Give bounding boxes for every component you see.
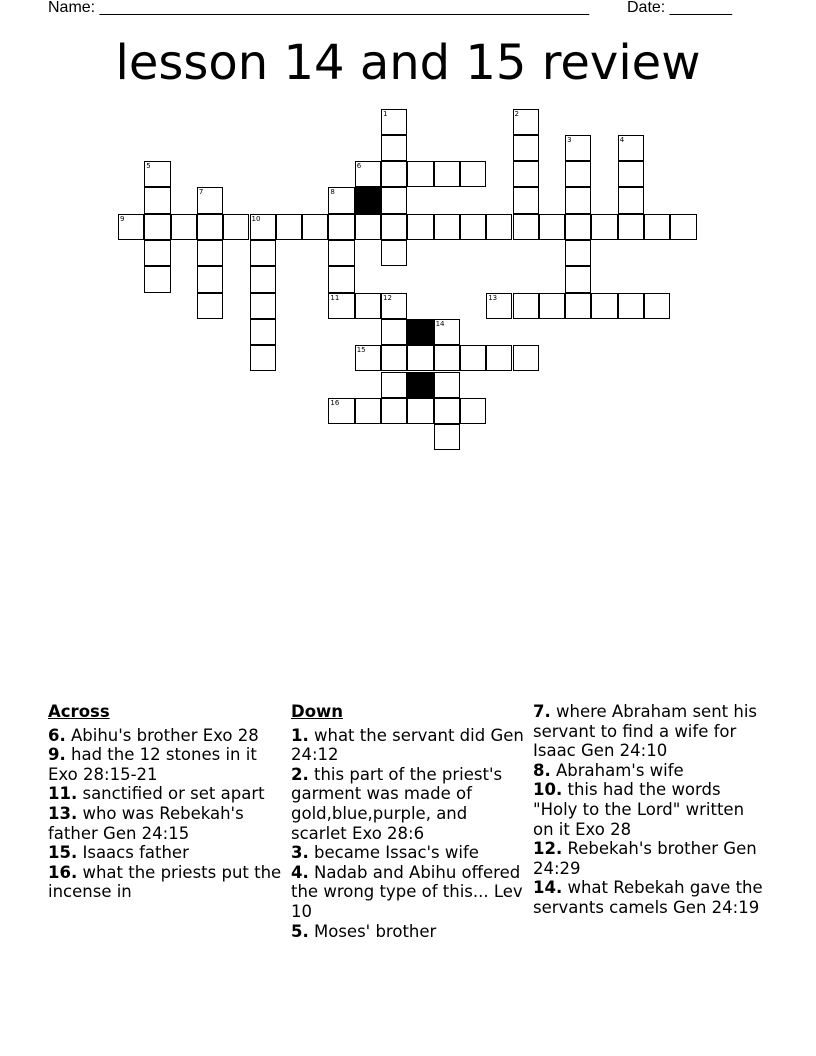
clue-item <box>533 780 769 839</box>
grid-cell[interactable] <box>486 214 512 240</box>
clue-text: Isaacs father <box>77 843 189 863</box>
grid-cell[interactable] <box>197 293 223 319</box>
grid-cell[interactable] <box>434 345 460 371</box>
clue-item <box>48 804 284 843</box>
clue-item <box>291 843 527 863</box>
clue-number-label: 2. <box>291 764 309 784</box>
black-cell <box>407 372 433 398</box>
grid-cell[interactable] <box>539 214 565 240</box>
black-cell <box>407 319 433 345</box>
clue-item <box>291 726 527 765</box>
clue-number-label: 16. <box>48 862 78 882</box>
grid-cell[interactable] <box>434 161 460 187</box>
grid-cell[interactable] <box>513 214 539 240</box>
grid-cell[interactable] <box>434 398 460 424</box>
grid-cell[interactable] <box>513 293 539 319</box>
clue-item <box>48 843 284 863</box>
clue-text: Moses' brother <box>308 921 437 941</box>
grid-cell[interactable] <box>565 293 591 319</box>
grid-cell[interactable] <box>486 345 512 371</box>
clue-number-label: 3. <box>291 843 309 863</box>
grid-cell[interactable] <box>250 266 276 292</box>
grid-cell[interactable] <box>144 240 170 266</box>
grid-cell[interactable] <box>381 398 407 424</box>
clue-number: 11 <box>330 293 340 302</box>
clue-number: 1 <box>383 109 388 118</box>
clue-column-down <box>291 702 527 941</box>
grid-cell[interactable] <box>565 161 591 187</box>
clue-text: Nadab and Abihu offered the wrong type of this... Lev 10 <box>291 862 523 921</box>
grid-cell[interactable] <box>513 187 539 213</box>
clue-number-label: 7. <box>533 702 551 721</box>
clue-item <box>48 784 284 804</box>
clue-text: what the servant did Gen 24:12 <box>291 725 524 765</box>
grid-cell[interactable] <box>434 319 460 345</box>
grid-cell[interactable] <box>328 240 354 266</box>
grid-cell[interactable] <box>565 240 591 266</box>
grid-cell[interactable] <box>381 109 407 135</box>
grid-cell[interactable] <box>618 161 644 187</box>
clue-item <box>533 839 769 878</box>
grid-cell[interactable] <box>197 214 223 240</box>
grid-cell[interactable] <box>460 214 486 240</box>
clue-item <box>533 878 769 917</box>
clue-number: 8 <box>330 188 335 197</box>
grid-cell[interactable] <box>513 109 539 135</box>
grid-cell[interactable] <box>670 214 696 240</box>
grid-cell[interactable] <box>144 214 170 240</box>
clue-number: 15 <box>356 346 366 355</box>
clue-number-label: 8. <box>533 760 551 780</box>
grid-cell[interactable] <box>434 372 460 398</box>
down-clue-list-continued <box>533 702 769 918</box>
grid-cell[interactable] <box>513 135 539 161</box>
grid-cell[interactable] <box>565 135 591 161</box>
grid-cell[interactable] <box>381 135 407 161</box>
grid-cell[interactable] <box>197 240 223 266</box>
clue-number-label: 6. <box>48 725 66 745</box>
grid-cell[interactable] <box>381 372 407 398</box>
grid-cell[interactable] <box>381 187 407 213</box>
grid-cell[interactable] <box>328 293 354 319</box>
clue-number: 14 <box>435 319 445 328</box>
grid-cell[interactable] <box>118 214 144 240</box>
clue-text: Abihu's brother Exo 28 <box>65 725 259 745</box>
grid-cell[interactable] <box>355 161 381 187</box>
grid-cell[interactable] <box>591 214 617 240</box>
grid-cell[interactable] <box>644 293 670 319</box>
grid-cell[interactable] <box>618 214 644 240</box>
grid-cell[interactable] <box>381 214 407 240</box>
grid-cell[interactable] <box>486 293 512 319</box>
grid-cell[interactable] <box>539 293 565 319</box>
grid-cell[interactable] <box>434 214 460 240</box>
grid-cell[interactable] <box>618 293 644 319</box>
grid-cell[interactable] <box>460 345 486 371</box>
clue-item <box>48 863 284 902</box>
clue-text: this part of the priest's garment was made of gold,blue,purple, and scarlet Exo 28:6 <box>291 764 503 843</box>
grid-cell[interactable] <box>250 319 276 345</box>
grid-cell[interactable] <box>250 240 276 266</box>
grid-cell[interactable] <box>565 214 591 240</box>
clue-text: had the 12 stones in it Exo 28:15-21 <box>48 745 257 784</box>
clue-number-label: 12. <box>533 839 563 859</box>
grid-cell[interactable] <box>197 187 223 213</box>
grid-cell[interactable] <box>144 187 170 213</box>
grid-cell[interactable] <box>328 266 354 292</box>
grid-cell[interactable] <box>460 161 486 187</box>
grid-cell[interactable] <box>407 214 433 240</box>
grid-cell[interactable] <box>223 214 249 240</box>
across-heading: Across <box>48 702 110 721</box>
grid-cell[interactable] <box>644 214 670 240</box>
clue-number-label: 4. <box>291 862 309 882</box>
clue-item <box>533 761 769 781</box>
grid-cell[interactable] <box>381 240 407 266</box>
clue-number-label: 1. <box>291 725 309 745</box>
grid-cell[interactable] <box>250 214 276 240</box>
clue-number-label: 5. <box>291 921 309 941</box>
grid-cell[interactable] <box>144 266 170 292</box>
clue-text: Rebekah's brother Gen 24:29 <box>533 839 757 878</box>
grid-cell[interactable] <box>302 214 328 240</box>
clue-number: 2 <box>514 109 519 118</box>
grid-cell[interactable] <box>355 214 381 240</box>
grid-cell[interactable] <box>381 345 407 371</box>
clue-item <box>291 922 527 942</box>
grid-cell[interactable] <box>381 293 407 319</box>
page-title: lesson 14 and 15 review <box>115 35 701 91</box>
grid-cell[interactable] <box>276 214 302 240</box>
grid-cell[interactable] <box>355 293 381 319</box>
clue-number: 10 <box>251 214 261 223</box>
clue-number: 6 <box>356 162 362 171</box>
clue-number: 3 <box>567 135 572 144</box>
grid-cell[interactable] <box>144 161 170 187</box>
grid-cell[interactable] <box>250 293 276 319</box>
grid-cell[interactable] <box>381 319 407 345</box>
grid-cell[interactable] <box>381 161 407 187</box>
grid-cell[interactable] <box>618 187 644 213</box>
clue-number-label: 15. <box>48 843 78 863</box>
clue-column-down-continued <box>533 702 769 918</box>
clue-number: 12 <box>383 293 392 302</box>
down-heading: Down <box>291 702 344 721</box>
grid-cell[interactable] <box>565 266 591 292</box>
grid-cell[interactable] <box>513 345 539 371</box>
clue-number-label: 14. <box>533 878 563 898</box>
clue-text: became Issac's wife <box>308 843 479 863</box>
grid-cell[interactable] <box>328 398 354 424</box>
grid-cell[interactable] <box>171 214 197 240</box>
grid-cell[interactable] <box>618 135 644 161</box>
clue-text: who was Rebekah's father Gen 24:15 <box>48 803 244 843</box>
clue-number: 7 <box>198 188 204 197</box>
clue-number: 5 <box>146 162 151 171</box>
clue-number-label: 9. <box>48 745 66 765</box>
clue-item <box>48 726 284 746</box>
clue-text: where Abraham sent his servant to find a wife for Isaac Gen 24:10 <box>533 702 758 761</box>
clue-number-label: 11. <box>48 784 78 804</box>
grid-cell[interactable] <box>407 161 433 187</box>
grid-cell[interactable] <box>355 398 381 424</box>
down-clue-list <box>291 726 527 942</box>
clue-text: this had the words "Holy to the Lord" written on it Exo 28 <box>533 780 745 839</box>
black-cell <box>355 187 381 213</box>
crossword-grid <box>0 0 816 470</box>
clue-item <box>291 863 527 922</box>
clue-number: 16 <box>330 398 340 407</box>
clue-number: 9 <box>120 214 125 223</box>
clue-text: what the priests put the incense in <box>48 862 282 902</box>
clue-text: sanctified or set apart <box>77 784 265 804</box>
across-clue-list <box>48 726 284 902</box>
grid-cell[interactable] <box>328 187 354 213</box>
date-field[interactable]: Date: _______ <box>627 0 732 16</box>
grid-cell[interactable] <box>591 293 617 319</box>
clue-text: Abraham's wife <box>550 760 684 780</box>
clue-item <box>533 702 769 761</box>
grid-cell[interactable] <box>513 161 539 187</box>
clue-item <box>291 765 527 843</box>
clue-text: what Rebekah gave the servants camels Gen 24:19 <box>533 878 763 917</box>
grid-cell[interactable] <box>565 187 591 213</box>
grid-cell[interactable] <box>250 345 276 371</box>
clue-number: 13 <box>488 293 498 302</box>
grid-cell[interactable] <box>407 345 433 371</box>
grid-cell[interactable] <box>434 424 460 450</box>
clue-item <box>48 745 284 784</box>
grid-cell[interactable] <box>460 398 486 424</box>
grid-cell[interactable] <box>328 214 354 240</box>
grid-cell[interactable] <box>355 345 381 371</box>
clue-number: 4 <box>619 135 625 144</box>
name-field[interactable]: Name: _______________________________________________________ <box>48 0 589 16</box>
clue-number-label: 10. <box>533 780 563 800</box>
clue-column-across <box>48 702 284 902</box>
grid-cell[interactable] <box>407 398 433 424</box>
clue-number-label: 13. <box>48 803 78 823</box>
grid-cell[interactable] <box>197 266 223 292</box>
